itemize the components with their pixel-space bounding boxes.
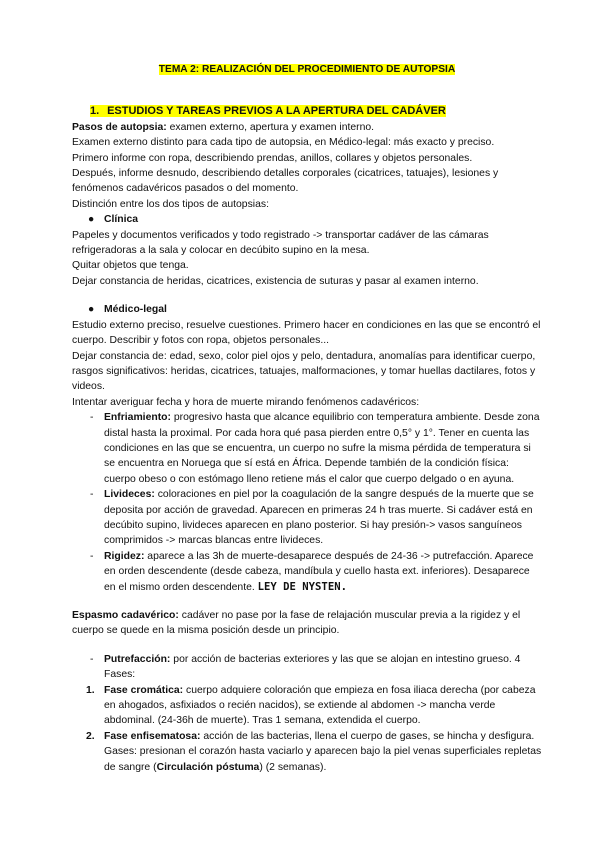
espasmo-paragraph: Espasmo cadavérico: cadáver no pase por la fase de relajación muscular previa a la rigidez y el cuerpo se quede en la misma posición desde un principio. bbox=[72, 610, 521, 637]
dash-icon: - bbox=[90, 412, 94, 424]
intro-line: Distinción entre los dos tipos de autopsias: bbox=[72, 198, 269, 210]
bullet-icon: ● bbox=[88, 214, 95, 226]
pasos-paragraph: Pasos de autopsia: examen externo, apertura y examen interno. bbox=[72, 121, 375, 133]
medico-line: Estudio externo preciso, resuelve cuestiones. Primero hacer en condiciones en las que se encontró el cuerpo. Describir y fotos con ropa, objetos personales... bbox=[72, 319, 541, 347]
bullet-icon: ● bbox=[88, 304, 95, 316]
medico-line: Dejar constancia de: edad, sexo, color piel ojos y pelo, dentadura, anomalías para identificar cuerpo, rasgos significativos: heridas, cicatrices, tatuajes, malformaciones, y tomar huellas dactilares, fotos y videos. bbox=[72, 350, 536, 393]
intro-line: Después, informe desnudo, describiendo detalles corporales (cicatrices, tatuajes), lesiones y fenómenos cadavéricos pasados o del momento. bbox=[72, 168, 499, 195]
putrefaccion-item: - Putrefacción: por acción de bacterias exteriores y las que se alojan en intestino grueso. 4 Fases: bbox=[90, 653, 521, 681]
intro-line: Examen externo distinto para cada tipo de autopsia, en Médico-legal: más exacto y preciso. bbox=[72, 137, 495, 149]
dash-icon: - bbox=[90, 653, 94, 665]
section-heading: 1. ESTUDIOS Y TAREAS PREVIOS A LA APERTURA DEL CADÁVER bbox=[90, 105, 446, 118]
fase-item: 1. Fase cromática: cuerpo adquiere coloración que empieza en fosa iliaca derecha (por cabeza en ahogados, asfixiados o recién nacidos), se extiende al abdomen -> mancha verde abdominal. (24-36h de muerte). Tras 1 semana, extendida el cuerpo. bbox=[86, 684, 536, 727]
clinica-line: Quitar objetos que tenga. bbox=[72, 260, 189, 272]
page-title: TEMA 2: REALIZACIÓN DEL PROCEDIMIENTO DE AUTOPSIA bbox=[158, 64, 456, 75]
dash-icon: - bbox=[90, 550, 94, 562]
dash-icon: - bbox=[90, 489, 94, 501]
clinica-line: Dejar constancia de heridas, cicatrices, existencia de suturas y pasar al examen interno. bbox=[72, 275, 479, 287]
fenomeno-item: - Enfriamiento: progresivo hasta que alcance equilibrio con temperatura ambiente. Desde zona distal hasta la proximal. Por cada hora qué pasa pierden entre 0,5° y 1°. Tener en cuenta las condiciones en las que se encuentra, un cuerpo no sufre la misma pérdida de temperatura si se encuentra en Noruega que sí está en África. Depende también de la condición física: cuerpo obeso o con estómago lleno retiene más el calor que cuerpo delgado o en ayuna. bbox=[90, 412, 540, 485]
medico-line: Intentar averiguar fecha y hora de muerte mirando fenómenos cadavéricos: bbox=[72, 396, 420, 408]
bullet-medico-legal: ● Médico-legal bbox=[72, 302, 542, 317]
bullet-clinica: ● Clínica bbox=[72, 212, 542, 227]
fenomeno-item: - Livideces: coloraciones en piel por la coagulación de la sangre después de la muerte que se deposita por acción de gravedad. Aparecen en primeras 24 h tras muerte. Si cadáver está en decúbito supino, livideces aparecen en plano posterior. Si hay presión-> vasos sanguíneos comprimidos -> marcas blancas entre livideces. bbox=[90, 489, 534, 547]
clinica-line: Papeles y documentos verificados y todo registrado -> transportar cadáver de las cámaras refrigeradoras a la sala y colocar en decúbito supino en la mesa. bbox=[72, 229, 489, 257]
intro-line: Primero informe con ropa, describiendo prendas, anillos, collares y objetos personales. bbox=[72, 152, 473, 164]
fase-item: 2. Fase enfisematosa: acción de las bacterias, llena el cuerpo de gases, se hincha y desfigura. Gases: presionan el corazón hasta vaciarlo y aparecen bajo la piel venas superficiales repletas de sangre (Circulación póstuma) (2 semanas). bbox=[86, 730, 542, 773]
document-page bbox=[72, 62, 542, 775]
fenomeno-item: - Rigidez: aparece a las 3h de muerte-desaparece después de 24-36 -> putrefacción. Aparece en orden descendente (desde cabeza, mandíbula y cuello hasta ext. inferiores). Desaparece en el mismo orden descendente. LEY DE NYSTEN. bbox=[90, 550, 534, 593]
